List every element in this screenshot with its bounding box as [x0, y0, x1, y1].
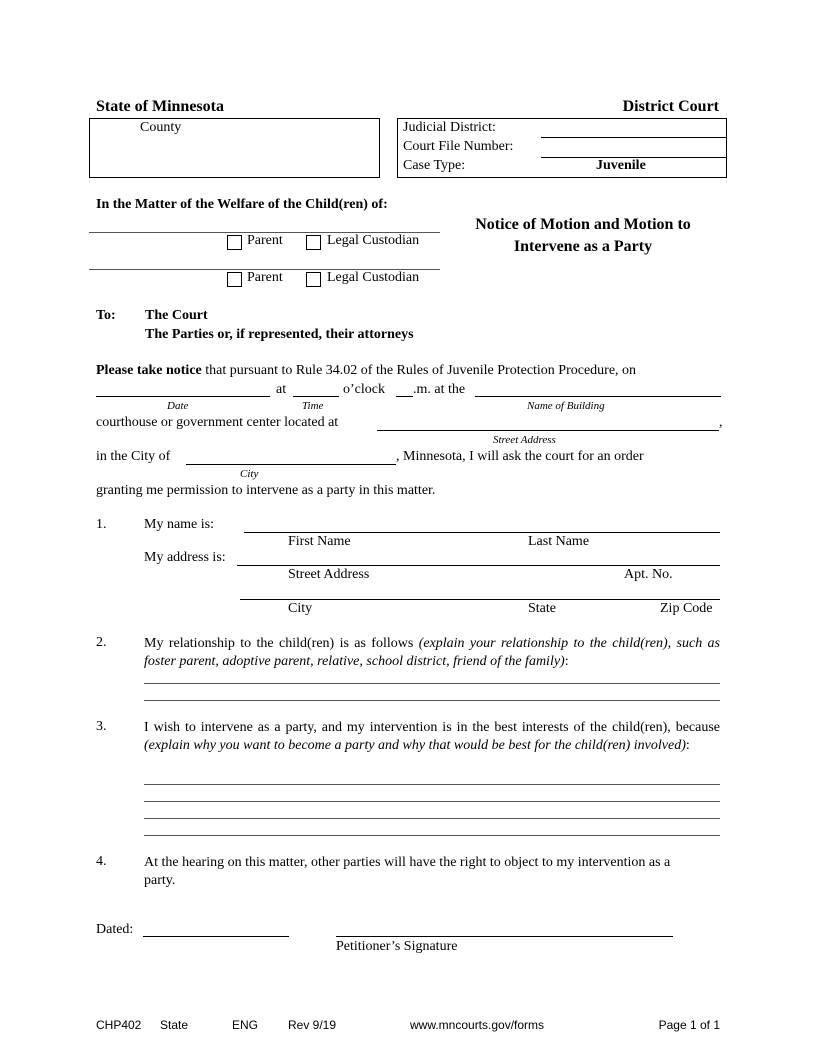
judicial-district-field[interactable]	[541, 137, 727, 138]
item-2-number: 2.	[96, 635, 107, 650]
parent-checkbox-2[interactable]	[227, 272, 242, 287]
footer-language: ENG	[232, 1018, 259, 1032]
granting-text: granting me permission to intervene as a party in this matter.	[96, 483, 436, 498]
case-type-value: Juvenile	[596, 158, 646, 173]
state-caption: State	[528, 601, 556, 616]
parent-label-1: Parent	[247, 233, 283, 248]
to-court: The Court	[145, 308, 208, 323]
relationship-text	[144, 635, 720, 671]
item-4-number: 4.	[96, 854, 107, 869]
time-caption: Time	[302, 400, 324, 412]
comma-text: ,	[719, 415, 723, 430]
date-caption: Date	[167, 400, 189, 412]
city-caption: City	[240, 468, 259, 480]
first-name-caption: First Name	[288, 534, 351, 549]
relationship-lead: My relationship to the child(ren) is as follows	[144, 636, 419, 651]
m-at-the-text: .m. at the	[413, 382, 466, 397]
item-1-number: 1.	[96, 517, 107, 532]
at-text: at	[276, 382, 287, 397]
custodian-checkbox-2[interactable]	[306, 272, 321, 287]
footer-form-id: CHP402	[96, 1018, 142, 1032]
minnesota-text: , Minnesota, I will ask the court for an order	[396, 449, 644, 464]
parent-checkbox-1[interactable]	[227, 235, 242, 250]
address-field[interactable]	[237, 565, 720, 566]
intervention-colon: :	[685, 738, 690, 753]
last-name-caption: Last Name	[528, 534, 590, 549]
matter-heading: In the Matter of the Welfare of the Child(ren) of:	[96, 197, 388, 212]
court-heading: District Court	[622, 98, 719, 115]
footer-jurisdiction: State	[160, 1018, 189, 1032]
parent-label-2: Parent	[247, 270, 283, 285]
intervention-instructions: (explain why you want to become a party and why that would be best for the child(ren) involved)	[144, 738, 686, 753]
footer-revision: Rev 9/19	[288, 1018, 337, 1032]
custodian-checkbox-1[interactable]	[306, 235, 321, 250]
intervention-lead: I wish to intervene as a party, and my intervention is in the best interests of the child(ren), because	[144, 720, 720, 735]
notice-lead-rest: that pursuant to Rule 34.02 of the Rules of Juvenile Protection Procedure, on	[201, 363, 637, 378]
city-caption-item: City	[288, 601, 313, 616]
case-info-box	[397, 118, 727, 178]
building-caption: Name of Building	[527, 400, 605, 412]
custodian-label-1: Legal Custodian	[327, 233, 420, 248]
state-heading: State of Minnesota	[96, 98, 224, 115]
relationship-colon: :	[564, 654, 569, 669]
name-label: My name is:	[144, 517, 214, 532]
courthouse-text: courthouse or government center located at	[96, 415, 339, 430]
court-file-label: Court File Number:	[403, 139, 514, 154]
intervention-line-3[interactable]	[144, 818, 720, 819]
zip-caption: Zip Code	[660, 601, 713, 616]
footer-url[interactable]: www.mncourts.gov/forms	[410, 1018, 545, 1032]
in-city-text: in the City of	[96, 449, 171, 464]
oclock-text: o’clock	[343, 382, 385, 397]
case-type-label: Case Type:	[403, 158, 466, 173]
county-box[interactable]	[89, 118, 380, 178]
city-state-zip-field[interactable]	[240, 599, 720, 600]
intervention-line-4[interactable]	[144, 835, 720, 836]
am-pm-field[interactable]	[396, 396, 413, 397]
building-name-field[interactable]	[475, 396, 721, 397]
street-caption: Street Address	[493, 434, 556, 446]
to-label: To:	[96, 308, 116, 323]
notice-lead	[96, 363, 636, 379]
hearing-date-field[interactable]	[96, 396, 270, 397]
relationship-line-1[interactable]	[144, 683, 720, 684]
street-address-caption: Street Address	[288, 567, 370, 582]
form-title-line2: Intervene as a Party	[513, 238, 653, 255]
city-field[interactable]	[186, 464, 396, 465]
street-address-field[interactable]	[377, 430, 719, 431]
county-label: County	[140, 120, 182, 135]
footer-page: Page 1 of 1	[658, 1018, 720, 1032]
custodian-label-2: Legal Custodian	[327, 270, 420, 285]
item-3-number: 3.	[96, 719, 107, 734]
relationship-instructions: (explain your relationship to the child(ren), such as foster parent, adoptive parent, relative, school district, friend of the family)	[144, 636, 721, 669]
hearing-time-field[interactable]	[293, 396, 339, 397]
name-field[interactable]	[244, 532, 720, 533]
address-label: My address is:	[144, 550, 226, 565]
hearing-text: At the hearing on this matter, other parties will have the right to object to my intervention as a party.	[144, 855, 671, 888]
form-title-line1: Notice of Motion and Motion to	[475, 216, 691, 233]
apt-caption: Apt. No.	[624, 567, 673, 582]
judicial-district-label: Judicial District:	[403, 120, 496, 135]
intervention-line-2[interactable]	[144, 801, 720, 802]
intervention-line-1[interactable]	[144, 784, 720, 785]
petitioner-signature-caption: Petitioner’s Signature	[336, 939, 458, 954]
notice-lead-bold: Please take notice	[96, 363, 202, 378]
dated-label: Dated:	[96, 922, 134, 937]
relationship-line-2[interactable]	[144, 700, 720, 701]
to-parties: The Parties or, if represented, their attorneys	[145, 327, 414, 342]
dated-field[interactable]	[143, 936, 289, 937]
signature-field[interactable]	[336, 936, 673, 937]
intervention-text	[144, 719, 720, 755]
